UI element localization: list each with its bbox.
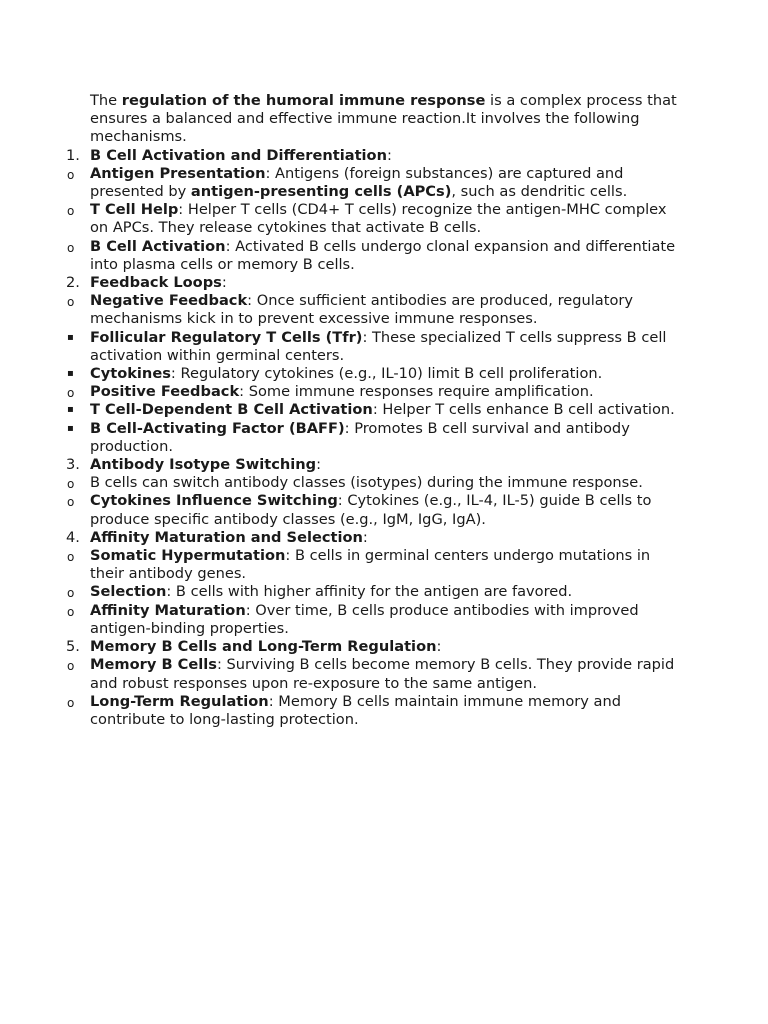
item-baff (0, 420, 682, 456)
item-description: : These specialized T cells suppress B cell activation within germinal centers. (90, 328, 667, 364)
list-number: 1. (66, 146, 80, 164)
bullet-circle-icon: o (67, 586, 75, 601)
item-affinity-maturation (0, 602, 682, 638)
document-page (0, 92, 768, 729)
heading-b-cell-activation-differentiation (0, 147, 682, 165)
item-description: B cells can switch antibody classes (isotypes) during the immune response. (90, 474, 643, 492)
item-term: Cytokines (90, 365, 171, 383)
item-negative-feedback (0, 292, 682, 328)
item-long-term-regulation (0, 693, 682, 729)
item-description: : Cytokines (e.g., IL-4, IL-5) guide B cells to produce specific antibody classes (e.g., IgM, IgG, IgA). (90, 492, 652, 528)
item-term: Long-Term Regulation (90, 692, 269, 710)
item-description: : Memory B cells maintain immune memory and contribute to long-lasting protection. (90, 692, 621, 728)
bullet-square-icon: ▪ (67, 331, 74, 343)
item-selection (0, 583, 682, 601)
item-term: B Cell-Activating Factor (BAFF) (90, 419, 345, 437)
item-term: Somatic Hypermutation (90, 547, 286, 565)
item-description: : Over time, B cells produce antibodies with improved antigen-binding properties. (90, 601, 639, 637)
item-b-cell-activation (0, 238, 682, 274)
item-description: : Promotes B cell survival and antibody production. (90, 419, 630, 455)
heading-feedback-loops (0, 274, 682, 292)
bullet-square-icon: ▪ (67, 404, 74, 416)
item-term: T Cell-Dependent B Cell Activation (90, 401, 373, 419)
intro-lead: The (90, 92, 122, 109)
item-description: : Once sufficient antibodies are produced, regulatory mechanisms kick in to prevent excessive immune responses. (90, 292, 634, 328)
intro-emphasis: regulation of the humoral immune response (121, 92, 486, 109)
item-memory-b-cells (0, 656, 682, 692)
item-term: Selection (90, 583, 167, 601)
item-description: : Some immune responses require amplification. (239, 383, 594, 401)
outline-list (0, 147, 768, 730)
item-term: Antigen Presentation (90, 164, 266, 182)
bullet-circle-icon: o (67, 204, 75, 219)
item-term: Positive Feedback (90, 383, 240, 401)
item-description: : (436, 638, 442, 656)
item-description: : Surviving B cells become memory B cells. They provide rapid and robust responses upon re-exposure to the same antigen. (90, 656, 675, 692)
item-term: Antibody Isotype Switching (90, 456, 317, 474)
item-positive-feedback (0, 383, 682, 401)
item-description: : Helper T cells (CD4+ T cells) recognize the antigen-MHC complex on APCs. They release cytokines that activate B cells. (90, 201, 667, 237)
item-term: Negative Feedback (90, 292, 248, 310)
bullet-circle-icon: o (67, 695, 75, 710)
bullet-circle-icon: o (67, 495, 75, 510)
item-antigen-presentation (0, 165, 682, 201)
item-description: : B cells in germinal centers undergo mutations in their antibody genes. (90, 547, 651, 583)
heading-memory-b-cells-long-term (0, 638, 682, 656)
intro-rest: is a complex process that ensures a balanced and effective immune reaction.It involves the following mechanisms. (90, 92, 677, 146)
item-term: B Cell Activation and Differentiation (90, 146, 387, 164)
item-description: : Helper T cells enhance B cell activation. (372, 401, 675, 419)
item-term: B Cell Activation (90, 237, 226, 255)
bullet-square-icon: ▪ (67, 368, 74, 380)
item-follicular-regulatory-t-cells (0, 329, 682, 365)
item-term: Affinity Maturation and Selection (90, 528, 363, 546)
list-number: 2. (66, 274, 80, 292)
bullet-circle-icon: o (67, 386, 75, 401)
item-term: Memory B Cells (90, 656, 217, 674)
item-term: Follicular Regulatory T Cells (Tfr) (90, 328, 363, 346)
bullet-circle-icon: o (67, 295, 75, 310)
item-t-cell-dependent-activation (0, 401, 682, 419)
item-description: : B cells with higher affinity for the antigen are favored. (166, 583, 573, 601)
bullet-circle-icon: o (67, 550, 75, 565)
list-number: 3. (66, 456, 80, 474)
item-term: T Cell Help (90, 201, 179, 219)
item-term: Affinity Maturation (90, 601, 246, 619)
list-number: 4. (66, 528, 80, 546)
item-description: : (316, 456, 322, 474)
item-description: : (221, 274, 227, 292)
item-cytokines-influence-switching (0, 492, 682, 528)
bullet-circle-icon: o (67, 477, 75, 492)
list-number: 5. (66, 638, 80, 656)
intro-paragraph (90, 92, 680, 147)
item-description: : Activated B cells undergo clonal expansion and differentiate into plasma cells or memory B cells. (90, 237, 676, 273)
item-description: : Regulatory cytokines (e.g., IL-10) limit B cell proliferation. (170, 365, 603, 383)
item-term: Feedback Loops (90, 274, 222, 292)
bullet-square-icon: ▪ (67, 422, 74, 434)
item-switch-classes (0, 474, 682, 492)
heading-affinity-maturation-selection (0, 529, 682, 547)
item-cytokines (0, 365, 682, 383)
item-somatic-hypermutation (0, 547, 682, 583)
item-description: : (386, 146, 392, 164)
item-term-inline: antigen-presenting cells (APCs) (190, 183, 452, 201)
item-description-tail: , such as dendritic cells. (451, 183, 628, 201)
bullet-circle-icon: o (67, 604, 75, 619)
item-term: Cytokines Influence Switching (90, 492, 338, 510)
item-description: : Antigens (foreign substances) are captured and presented by (90, 164, 624, 201)
item-term: Memory B Cells and Long-Term Regulation (90, 638, 437, 656)
item-description: : (362, 528, 368, 546)
item-t-cell-help (0, 201, 682, 237)
bullet-circle-icon: o (67, 659, 75, 674)
heading-antibody-isotype-switching (0, 456, 682, 474)
bullet-circle-icon: o (67, 167, 75, 182)
bullet-circle-icon: o (67, 240, 75, 255)
